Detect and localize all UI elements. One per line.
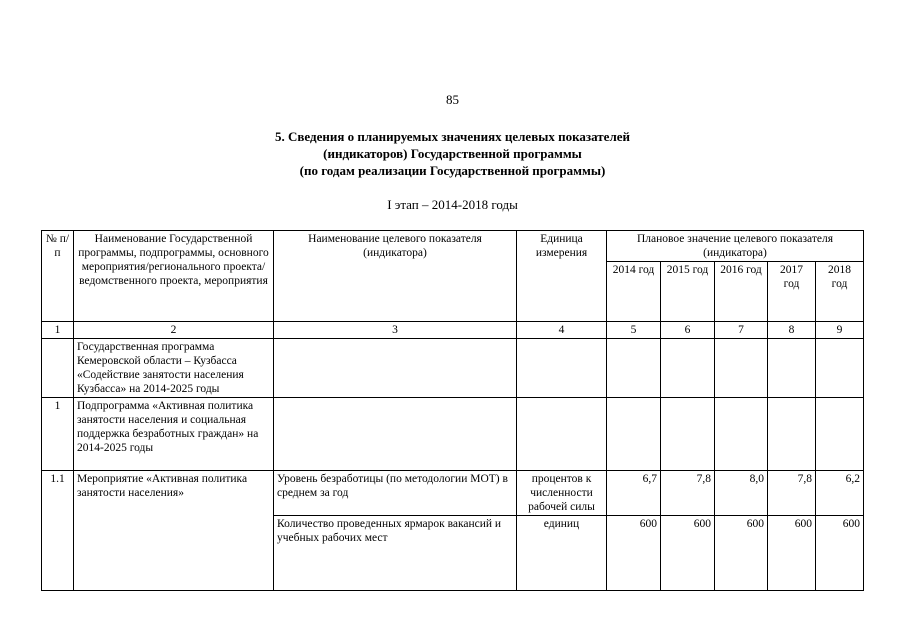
row-indicator: Уровень безработицы (по методологии МОТ) в среднем за год <box>274 471 517 516</box>
row-value-2014: 6,7 <box>607 471 661 516</box>
row-value <box>607 339 661 398</box>
row-program: Подпрограмма «Активная политика занятости населения и социальная поддержка безработных граждан» на 2014-2025 годы <box>74 398 274 471</box>
header-planned: Плановое значение целевого показателя (индикатора) <box>607 231 864 262</box>
row-value-2015: 7,8 <box>661 471 715 516</box>
row-unit <box>517 339 607 398</box>
header-year-2018: 2018 год <box>816 262 864 322</box>
row-indicator <box>274 339 517 398</box>
row-value <box>816 398 864 471</box>
col-number: 5 <box>607 322 661 339</box>
row-value <box>715 398 768 471</box>
table-row <box>42 339 864 398</box>
col-number: 6 <box>661 322 715 339</box>
row-value-2017: 7,8 <box>768 471 816 516</box>
header-year-2015: 2015 год <box>661 262 715 322</box>
col-number: 4 <box>517 322 607 339</box>
header-year-2014: 2014 год <box>607 262 661 322</box>
row-num <box>42 339 74 398</box>
row-value-2014: 600 <box>607 516 661 591</box>
header-num: № п/п <box>42 231 74 322</box>
row-program: Государственная программа Кемеровской области – Кузбасса «Содействие занятости населения Кузбасса» на 2014-2025 годы <box>74 339 274 398</box>
col-number: 9 <box>816 322 864 339</box>
row-value <box>607 398 661 471</box>
row-unit: процентов к численности рабочей силы <box>517 471 607 516</box>
col-number: 3 <box>274 322 517 339</box>
section-title-line-1: 5. Сведения о планируемых значениях целевых показателей <box>275 129 630 144</box>
indicators-table <box>41 230 864 591</box>
row-value <box>715 339 768 398</box>
row-value-2018: 600 <box>816 516 864 591</box>
row-value-2015: 600 <box>661 516 715 591</box>
row-value-2018: 6,2 <box>816 471 864 516</box>
row-value <box>768 339 816 398</box>
row-value <box>816 339 864 398</box>
section-title-line-2: (индикаторов) Государственной программы <box>323 146 582 161</box>
col-number: 1 <box>42 322 74 339</box>
row-unit: единиц <box>517 516 607 591</box>
row-indicator <box>274 398 517 471</box>
section-title <box>0 128 905 179</box>
header-row-1 <box>42 231 864 262</box>
header-year-2017: 2017 год <box>768 262 816 322</box>
row-num: 1 <box>42 398 74 471</box>
row-program: Мероприятие «Активная политика занятости населения» <box>74 471 274 591</box>
row-value <box>661 339 715 398</box>
header-indicator: Наименование целевого показателя (индикатора) <box>274 231 517 322</box>
table-row <box>42 471 864 516</box>
header-unit: Единица измерения <box>517 231 607 322</box>
stage-subtitle: I этап – 2014-2018 годы <box>387 197 518 212</box>
column-numbers-row <box>42 322 864 339</box>
section-title-line-3: (по годам реализации Государственной программы) <box>299 163 606 178</box>
row-num: 1.1 <box>42 471 74 591</box>
row-value-2016: 600 <box>715 516 768 591</box>
table-row <box>42 398 864 471</box>
row-value-2016: 8,0 <box>715 471 768 516</box>
row-value-2017: 600 <box>768 516 816 591</box>
col-number: 8 <box>768 322 816 339</box>
col-number: 7 <box>715 322 768 339</box>
row-value <box>768 398 816 471</box>
page-number: 85 <box>446 92 459 107</box>
row-value <box>661 398 715 471</box>
header-program: Наименование Государственной программы, подпрограммы, основного мероприятия/регионального проекта/ведомственного проекта, мероприятия <box>74 231 274 322</box>
col-number: 2 <box>74 322 274 339</box>
row-indicator: Количество проведенных ярмарок вакансий и учебных рабочих мест <box>274 516 517 591</box>
row-unit <box>517 398 607 471</box>
header-year-2016: 2016 год <box>715 262 768 322</box>
